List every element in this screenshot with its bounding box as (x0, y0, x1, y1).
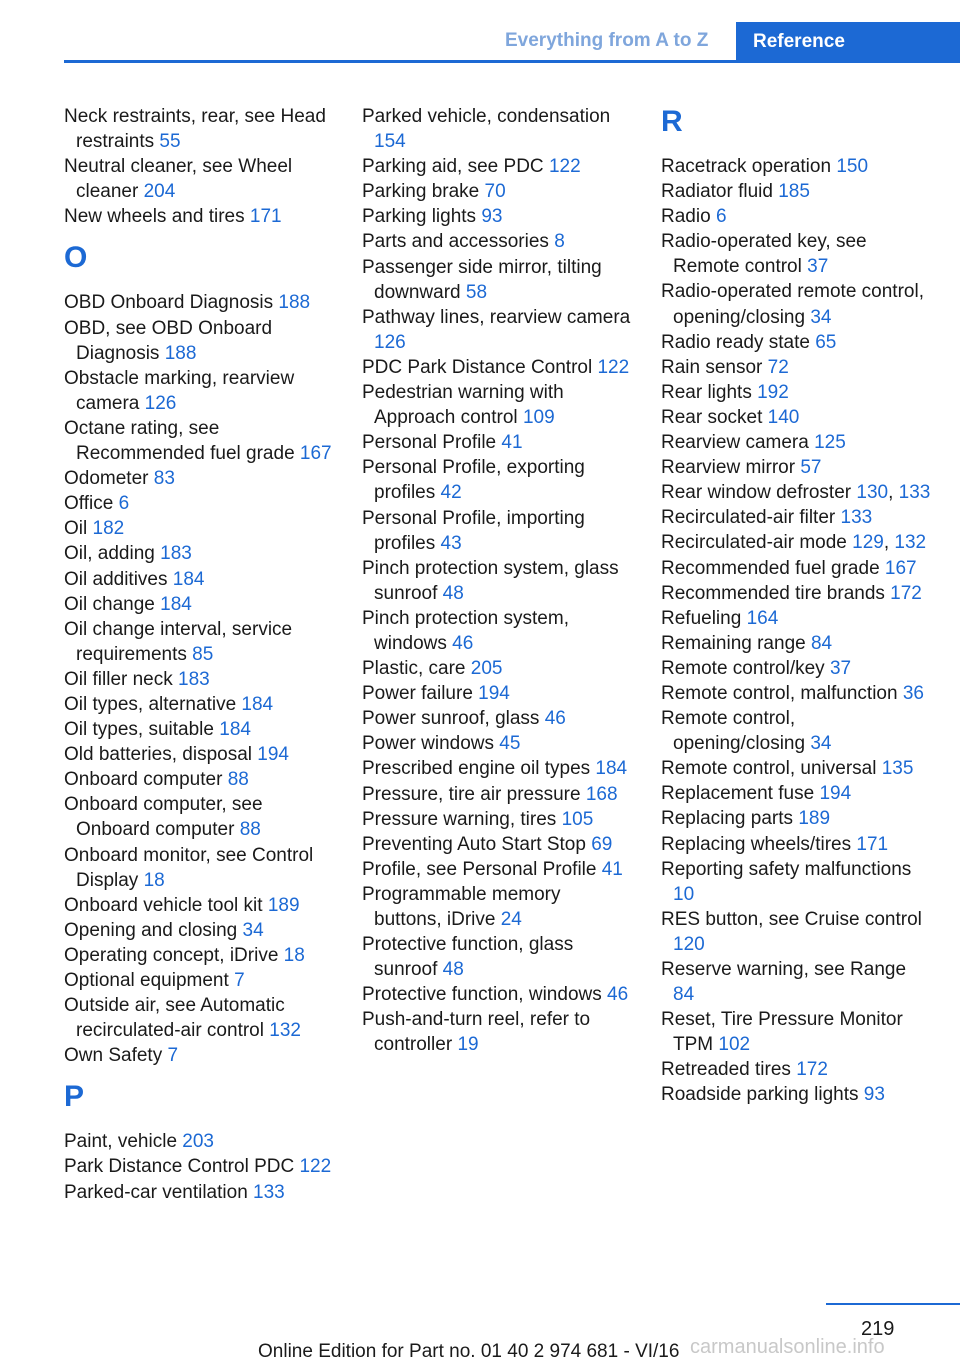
index-entry-term: Oil (64, 518, 88, 540)
page-reference-link[interactable]: 203 (182, 1131, 214, 1153)
index-entry-term: Personal Profile (362, 432, 497, 454)
index-entry-term: Pressure, tire air pressure (362, 783, 581, 805)
index-entry-term: New wheels and tires (64, 206, 245, 228)
page-reference-link[interactable]: 125 (814, 432, 846, 454)
index-entry-term: Office (64, 493, 114, 515)
index-entry (661, 832, 931, 857)
index-entry (661, 556, 931, 581)
page-reference-link[interactable]: 167 (299, 443, 332, 465)
watermark: carmanualsonline.info (690, 1336, 885, 1358)
index-entry (362, 305, 632, 355)
index-entry-term: Recirculated-air filter (661, 507, 836, 529)
page-reference-link[interactable]: 48 (442, 582, 464, 604)
page-reference-link[interactable]: 57 (800, 457, 822, 479)
page-reference-link[interactable]: 183 (178, 668, 210, 690)
index-entry (64, 104, 334, 154)
index-entry (362, 179, 632, 204)
index-entry (661, 756, 931, 781)
index-entry (661, 656, 931, 681)
page-reference-link[interactable]: 105 (561, 808, 594, 830)
index-entry-term: Oil change (64, 593, 155, 615)
page-reference-link[interactable]: 18 (283, 944, 305, 966)
index-entry-term: Power failure (362, 683, 473, 705)
index-entry (661, 806, 931, 831)
index-entry-term: Preventing Auto Start Stop (362, 833, 586, 855)
index-entry-term: OBD Onboard Diagnosis (64, 292, 274, 314)
index-entry-term: Rear window defroster (661, 482, 852, 504)
index-entry-term: Roadside parking lights (661, 1084, 859, 1106)
page-reference-link[interactable]: 171 (856, 833, 889, 855)
index-letter-heading: P (64, 1080, 85, 1114)
index-entry-term: Recirculated-air mode (661, 532, 847, 554)
page-reference-link[interactable]: 189 (798, 808, 831, 830)
index-entry (362, 255, 632, 305)
index-entry-term: Power windows (362, 733, 494, 755)
index-entry-term: Parked-car ventilation (64, 1181, 248, 1203)
index-entry (64, 592, 334, 617)
index-entry-term: Recommended tire brands (661, 582, 885, 604)
page-reference-link[interactable]: 188 (278, 292, 311, 314)
page-reference-link[interactable]: 88 (239, 819, 261, 841)
index-entry-term: Recommended fuel grade (661, 557, 880, 579)
page-reference-link[interactable]: 150 (836, 156, 869, 177)
index-entry (362, 656, 632, 681)
page-reference-link[interactable]: 133 (898, 482, 931, 504)
index-entry (362, 857, 632, 882)
index-entry (64, 366, 334, 416)
index-entry-term: Plastic, care (362, 658, 466, 680)
page-reference-link[interactable]: 194 (257, 744, 289, 766)
index-entry (661, 1057, 931, 1082)
index-entry (661, 706, 931, 756)
index-entry (362, 506, 632, 556)
page-reference-link[interactable]: 7 (167, 1045, 179, 1067)
index-entry-term: Pinch protection system, windows (362, 607, 569, 654)
page-reference-link[interactable]: 122 (299, 1156, 332, 1178)
index-letter-heading: O (64, 241, 88, 275)
index-entry-term: RES button, see Cruise control (661, 908, 922, 930)
index-entry (362, 556, 632, 606)
index-entry-term: Replacing wheels/tires (661, 833, 852, 855)
page-reference-link[interactable]: 83 (153, 468, 175, 490)
index-entry-term: Parked vehicle, condensation (362, 106, 611, 127)
index-entry-term: Personal Profile, exporting profiles (362, 457, 585, 504)
header-section-title: Everything from A to Z (505, 30, 709, 51)
index-entry (661, 781, 931, 806)
page-reference-link[interactable]: 36 (902, 682, 924, 704)
index-entry-term: Radio-operated remote control, opening/closing (661, 281, 924, 328)
index-entry-term: Obstacle marking, rearview camera (64, 367, 295, 414)
index-entry (661, 154, 931, 179)
index-entry (661, 1007, 931, 1057)
page-reference-link[interactable]: 168 (585, 783, 618, 805)
index-entry (661, 1082, 931, 1107)
page-reference-link[interactable]: 184 (241, 693, 274, 715)
index-entry-term: Onboard monitor, see Control Display (64, 844, 314, 891)
page-number: 219 (861, 1318, 895, 1340)
index-entry-term: Racetrack operation (661, 156, 832, 177)
index-entry (64, 1043, 334, 1068)
index-entry (661, 355, 931, 380)
page-reference-link[interactable]: 122 (548, 156, 581, 178)
index-entry (362, 1007, 632, 1057)
page-reference-link[interactable]: 18 (143, 869, 165, 891)
index-entry-term: Operating concept, iDrive (64, 944, 279, 966)
index-entry: Recirculated-air mode 129, 132 (661, 532, 927, 554)
page-reference-link[interactable]: 204 (143, 181, 176, 203)
index-entry-term: Remote control, universal (661, 758, 877, 780)
page-reference-link[interactable]: 192 (757, 381, 789, 403)
page-reference-link[interactable]: 185 (778, 181, 810, 203)
index-entry-term: Paint, vehicle (64, 1131, 178, 1153)
index-entry-term: Pedestrian warning with Approach control (362, 382, 564, 429)
index-entry (362, 731, 632, 756)
index-entry (661, 380, 931, 405)
page-reference-link[interactable]: 167 (884, 557, 917, 579)
index-entry-term: Replacing parts (661, 808, 794, 830)
page-reference-link[interactable]: 46 (607, 984, 629, 1006)
index-entry-term: Radio ready state (661, 331, 810, 353)
page-reference-link[interactable]: 172 (890, 582, 922, 604)
index-entry-term: Power sunroof, glass (362, 708, 540, 730)
page-reference-link[interactable]: 93 (481, 206, 503, 228)
index-entry-term: Rear lights (661, 381, 752, 403)
index-entry (661, 606, 931, 631)
page-reference-link[interactable]: 171 (249, 206, 282, 228)
index-entry (64, 792, 334, 842)
page-reference-link[interactable]: 135 (881, 758, 914, 780)
index-entry (362, 229, 632, 254)
index-entry-term: Onboard vehicle tool kit (64, 894, 263, 916)
index-entry-term: Refueling (661, 607, 742, 629)
index-entry-term: Replacement fuse (661, 783, 815, 805)
index-entry (661, 681, 931, 706)
index-entry (64, 290, 334, 315)
index-entry-term: Parking aid, see PDC (362, 156, 544, 178)
page-reference-link[interactable]: 34 (810, 733, 832, 755)
page-reference-link[interactable]: 41 (601, 858, 623, 880)
page-reference-link[interactable]: 19 (457, 1034, 479, 1056)
index-entry-term: Parts and accessories (362, 231, 549, 253)
index-entry-term: Radio (661, 206, 711, 228)
index-entry-term: Oil additives (64, 568, 168, 590)
index-entry (362, 706, 632, 731)
index-entry-term: Octane rating, see Recommended fuel grade (64, 417, 295, 465)
header-tab-reference: Reference (736, 22, 960, 63)
page-reference-link[interactable]: 126 (144, 392, 177, 414)
index-entry-term: Retreaded tires (661, 1059, 791, 1081)
index-entry (661, 179, 931, 204)
index-entry-term: OBD, see OBD Onboard Diagnosis (64, 317, 273, 364)
page-reference-link[interactable]: 72 (767, 356, 789, 378)
index-entry (64, 993, 334, 1043)
index-entry-term: Passenger side mirror, tilting downward (362, 256, 602, 303)
page-reference-link[interactable]: 188 (164, 342, 197, 364)
page-reference-link[interactable]: 109 (522, 407, 555, 429)
page-reference-link[interactable]: 122 (597, 356, 630, 378)
page-reference-link[interactable]: 46 (452, 632, 474, 654)
footer-edition: Online Edition for Part no. 01 40 2 974 681 - VI/16 (258, 1341, 680, 1362)
page-reference-link[interactable]: 45 (499, 733, 521, 755)
index-entry (64, 154, 334, 204)
index-entry-term: Reset, Tire Pressure Monitor TPM (661, 1009, 903, 1056)
page-reference-link[interactable]: 55 (159, 131, 181, 153)
page-reference-link[interactable]: 154 (374, 131, 406, 153)
index-entry-term: Oil, adding (64, 543, 155, 565)
index-entry (362, 455, 632, 505)
page-reference-link[interactable]: 84 (673, 984, 695, 1006)
index-entry (64, 491, 334, 516)
page-reference-link[interactable]: 88 (227, 769, 249, 791)
index-entry (661, 957, 931, 1007)
page-reference-link[interactable]: 120 (673, 933, 705, 955)
index-entry-term: Push-and-turn reel, refer to controller (362, 1009, 591, 1056)
page-reference-link[interactable]: 69 (591, 833, 613, 855)
index-column-3 (661, 104, 931, 1108)
page-reference-link[interactable]: 46 (544, 708, 566, 730)
page-reference-link[interactable]: 65 (815, 331, 837, 353)
page-reference-link[interactable]: 194 (819, 783, 852, 805)
index-entry-term: Pressure warning, tires (362, 808, 557, 830)
index-entry (64, 466, 334, 491)
page-reference-link[interactable]: 48 (442, 959, 464, 981)
index-entry (661, 405, 931, 430)
page-reference-link[interactable]: 140 (767, 406, 800, 428)
index-entry-term: Reserve warning, see Range (661, 959, 907, 980)
index-entry (64, 567, 334, 592)
index-entry-term: Remote control/key (661, 657, 825, 679)
index-entry-term: Prescribed engine oil types (362, 758, 591, 780)
page-reference-link[interactable]: 37 (829, 657, 852, 679)
index-entry (362, 882, 632, 932)
index-entry-term: Protective function, windows (362, 984, 602, 1006)
index-entry (362, 832, 632, 857)
index-entry (362, 355, 632, 380)
index-entry (362, 782, 632, 807)
page-reference-link[interactable]: 41 (501, 432, 523, 454)
page-reference-link[interactable]: 184 (160, 593, 192, 615)
index-entry-term: Odometer (64, 468, 149, 490)
index-entry-term: PDC Park Distance Control (362, 356, 593, 378)
page-reference-link[interactable]: 129 (852, 532, 884, 554)
index-entry (661, 907, 931, 957)
index-entry (362, 380, 632, 430)
index-entry-term: Remaining range (661, 632, 806, 654)
index-entry-term: Optional equipment (64, 970, 229, 991)
page-reference-link[interactable]: 130 (856, 482, 889, 504)
page-reference-link[interactable]: 132 (269, 1020, 301, 1042)
page-reference-link[interactable]: 133 (253, 1181, 285, 1203)
index-entry-term: Pathway lines, rearview camera (362, 306, 631, 328)
index-entry (661, 631, 931, 656)
index-column-1 (64, 104, 334, 1205)
page-reference-link[interactable]: 184 (219, 719, 251, 741)
index-entry (64, 692, 334, 717)
index-entry (661, 581, 931, 606)
page-reference-link[interactable]: 132 (894, 532, 927, 554)
page-reference-link[interactable]: 6 (715, 206, 727, 228)
index-entry (362, 982, 632, 1007)
page-reference-link[interactable]: 84 (810, 632, 833, 654)
index-entry (661, 455, 931, 480)
index-entry (64, 541, 334, 566)
index-entry-term: Personal Profile, importing profiles (362, 507, 585, 554)
page-reference-link[interactable]: 184 (595, 758, 628, 780)
page-reference-link[interactable]: 58 (465, 281, 488, 303)
index-entry-term: Remote control, malfunction (661, 682, 898, 704)
index-entry-term: Remote control, opening/closing (661, 708, 806, 755)
index-entry (64, 204, 334, 229)
index-entry (64, 767, 334, 792)
page-reference-link[interactable]: 8 (554, 231, 565, 253)
index-entry (362, 681, 632, 706)
index-entry-term: Protective function, glass sunroof (362, 934, 574, 981)
index-entry (64, 742, 334, 767)
index-entry: Rear window defroster 130, 133 (661, 482, 931, 504)
index-entry-term: Rear socket (661, 406, 763, 428)
page-reference-link[interactable]: 7 (234, 970, 245, 991)
index-entry (362, 204, 632, 229)
index-entry (64, 843, 334, 893)
index-entry (64, 1154, 334, 1179)
index-entry-term: Outside air, see Automatic recirculated-air control (64, 995, 285, 1042)
index-entry-term: Onboard computer (64, 769, 223, 791)
footer-rule (826, 1303, 960, 1305)
page-reference-link[interactable]: 133 (840, 507, 873, 529)
index-entry-term: Parking lights (362, 206, 477, 228)
index-entry-term: Onboard computer, see Onboard computer (64, 794, 263, 841)
index-entry (64, 516, 334, 541)
page-reference-link[interactable]: 102 (718, 1034, 751, 1056)
index-entry (64, 717, 334, 742)
index-entry (362, 756, 632, 781)
index-entry (64, 943, 334, 968)
page-reference-link[interactable]: 184 (172, 568, 205, 590)
page-reference-link[interactable]: 85 (192, 643, 214, 665)
index-entry-term: Reporting safety malfunctions (661, 858, 912, 880)
index-entry-term: Rain sensor (661, 356, 763, 378)
index-entry-term: Rearview camera (661, 432, 809, 454)
index-entry-term: Radio-operated key, see Remote control (661, 231, 867, 278)
index-entry-term: Oil filler neck (64, 668, 173, 690)
index-entry-term: Radiator fluid (661, 181, 773, 203)
page-reference-link[interactable]: 183 (160, 543, 192, 565)
index-entry (64, 416, 334, 466)
index-entry-term: Neck restraints, rear, see Head restraints (64, 106, 326, 153)
index-entry (661, 279, 931, 329)
page-reference-link[interactable]: 70 (484, 181, 506, 203)
index-entry (362, 807, 632, 832)
page-reference-link[interactable]: 34 (810, 306, 832, 328)
index-entry (64, 918, 334, 943)
index-entry (661, 204, 931, 229)
index-entry (64, 667, 334, 692)
index-entry (362, 430, 632, 455)
page-reference-link[interactable]: 34 (242, 919, 264, 941)
index-entry (362, 932, 632, 982)
index-entry-term: Own Safety (64, 1045, 163, 1067)
index-entry-term: Opening and closing (64, 919, 238, 941)
index-entry (661, 330, 931, 355)
page-reference-link[interactable]: 182 (92, 518, 125, 540)
index-entry (362, 606, 632, 656)
index-entry-term: Neutral cleaner, see Wheel cleaner (64, 156, 293, 203)
index-entry (661, 229, 931, 279)
page-reference-link[interactable]: 205 (470, 658, 503, 680)
index-entry (661, 857, 931, 907)
index-entry (64, 1129, 334, 1154)
page-reference-link[interactable]: 189 (267, 894, 300, 916)
index-entry-term: Oil types, suitable (64, 719, 214, 741)
index-entry-term: Rearview mirror (661, 457, 796, 479)
page-reference-link[interactable]: 126 (374, 331, 406, 353)
page-reference-link[interactable]: 42 (440, 482, 462, 504)
index-entry (661, 505, 931, 530)
index-entry-term: Programmable memory buttons, iDrive (362, 883, 561, 930)
page-reference-link[interactable]: 93 (863, 1084, 885, 1106)
page-reference-link[interactable]: 6 (118, 493, 130, 515)
page-reference-link[interactable]: 43 (440, 532, 462, 554)
index-entry (64, 316, 334, 366)
page-reference-link[interactable]: 164 (746, 607, 779, 629)
index-entry-term: Profile, see Personal Profile (362, 858, 597, 880)
index-entry-term: Pinch protection system, glass sunroof (362, 557, 619, 604)
header-rule (64, 60, 960, 63)
index-letter-heading: R (661, 105, 683, 138)
index-entry (64, 617, 334, 667)
index-entry-term: Oil change interval, service requirements (64, 618, 293, 665)
page-reference-link[interactable]: 172 (796, 1059, 828, 1081)
index-entry (362, 154, 632, 179)
index-entry (64, 1180, 334, 1205)
page-reference-link[interactable]: 24 (500, 909, 522, 930)
page-reference-link[interactable]: 10 (673, 883, 695, 905)
index-entry-term: Parking brake (362, 181, 480, 203)
page-reference-link[interactable]: 37 (807, 256, 829, 278)
index-entry-term: Park Distance Control PDC (64, 1156, 295, 1178)
page-reference-link[interactable]: 194 (478, 683, 510, 705)
index-column-2 (362, 104, 632, 1058)
index-entry (64, 968, 334, 993)
index-entry (362, 104, 632, 154)
index-entry (64, 893, 334, 918)
index-entry-term: Old batteries, disposal (64, 744, 252, 766)
index-entry-term: Oil types, alternative (64, 693, 237, 715)
index-entry (661, 430, 931, 455)
